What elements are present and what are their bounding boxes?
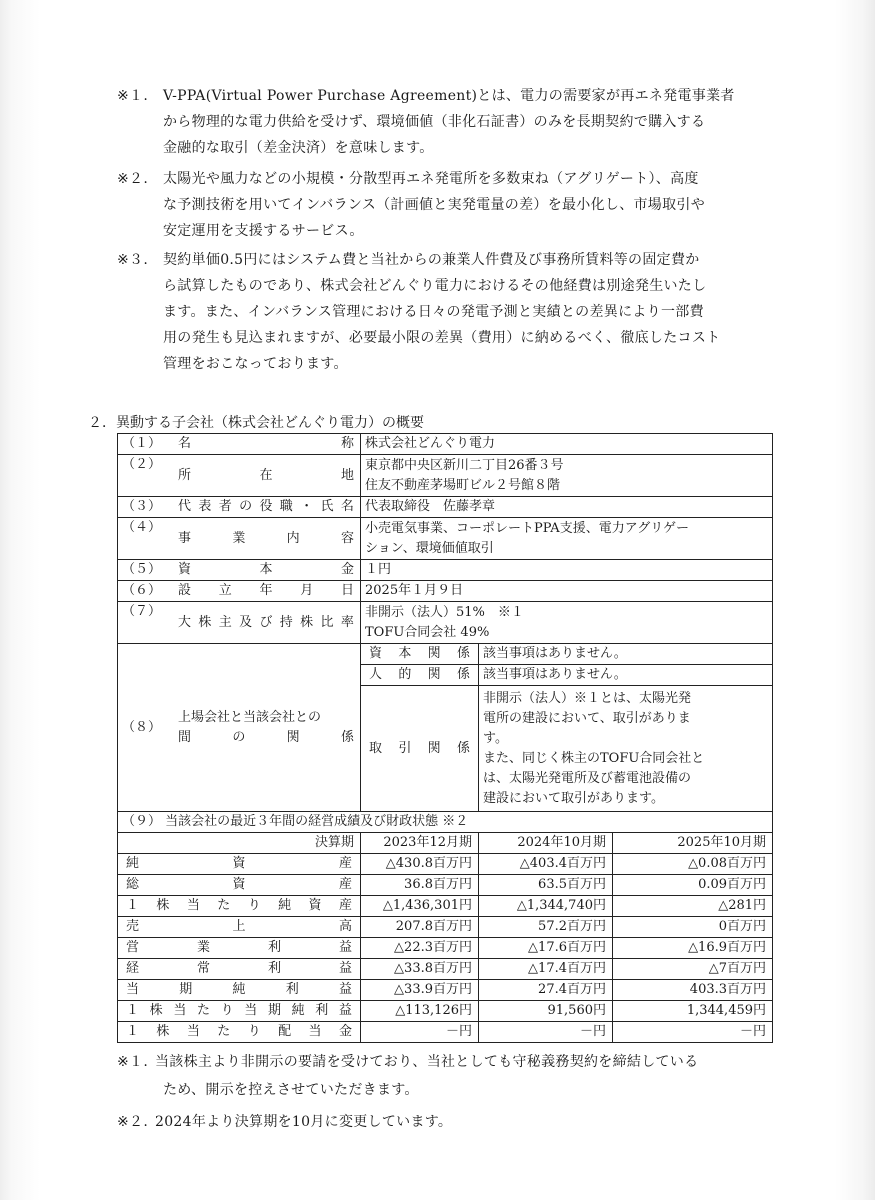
financial-row-label: 当 期 純 利 益 <box>118 980 361 1001</box>
financial-value: △7百万円 <box>613 959 773 980</box>
financial-row-label: １ 株 当 た り 純 資 産 <box>118 896 361 917</box>
company-name-value: 株式会社どんぐり電力 <box>361 434 773 455</box>
sub-label-cell: 取 引 関 係 <box>361 686 479 812</box>
financial-value: －円 <box>479 1022 613 1043</box>
label-text: 大 株 主 及 び 持 株 比 率 <box>178 614 354 630</box>
financial-value: △281円 <box>613 896 773 917</box>
label-cell: （１） 名 称 <box>118 434 361 455</box>
label-text: 代 表 者 の 役 職 ・ 氏 名 <box>178 499 354 514</box>
note-line: 管理をおこなっております。 <box>163 356 348 372</box>
financial-value: 36.8百万円 <box>361 875 479 896</box>
financial-row <box>118 854 773 875</box>
company-overview-table <box>117 433 773 1043</box>
row-financials-header <box>118 833 773 854</box>
financial-row-label: 純 資 産 <box>118 854 361 875</box>
financial-value: △17.4百万円 <box>479 959 613 980</box>
period-header: 2025年10月期 <box>613 833 773 854</box>
footnote-mark: ※１. <box>117 1054 149 1070</box>
financial-value: △1,436,301円 <box>361 896 479 917</box>
financials-title: 当該会社の最近３年間の経営成績及び財政状態 ※２ <box>165 814 469 829</box>
financial-value: △1,344,740円 <box>479 896 613 917</box>
label-cell: （７） 大 株 主 及 び 持 株 比 率 <box>118 602 361 644</box>
financial-value: △22.3百万円 <box>361 938 479 959</box>
note-line: 契約単価0.5円にはシステム費と当社からの兼業人件費及び事務所賃料等の固定費か <box>163 252 700 268</box>
business-value: 小売電気事業、コーポレートPPA支援、電力アグリゲー ション、環境価値取引 <box>361 518 773 560</box>
label-cell: （５） 資 本 金 <box>118 560 361 581</box>
footnote-line: 2024年より決算期を10月に変更しています。 <box>155 1114 453 1130</box>
address-value: 東京都中央区新川二丁目26番３号 住友不動産茅場町ビル２号館８階 <box>361 455 773 497</box>
financial-value: △17.6百万円 <box>479 938 613 959</box>
representative-value: 代表取締役 佐藤孝章 <box>361 497 773 518</box>
label-text: 間 の 関 係 <box>178 729 354 745</box>
founded-value: 2025年１月９日 <box>361 581 773 602</box>
shareholders-value: 非開示（法人）51% ※１ TOFU合同会社 49% <box>361 602 773 644</box>
financial-value: 0百万円 <box>613 917 773 938</box>
label-text: 上場会社と当該会社との <box>178 709 322 725</box>
financial-row <box>118 875 773 896</box>
financial-row-label: １ 株 当 た り 当 期 純 利 益 <box>118 1001 361 1022</box>
sub-label-cell: 人 的 関 係 <box>361 665 479 686</box>
financial-value: △16.9百万円 <box>613 938 773 959</box>
label-cell: （４） 事 業 内 容 <box>118 518 361 560</box>
note-line: ら試算したものであり、株式会社どんぐり電力におけるその他経費は別途発生いたし <box>163 278 707 294</box>
note-mark: ※３. <box>117 252 149 268</box>
note-line: 用の発生も見込まれますが、必要最小限の差異（費用）に納めるべく、徹底したコスト <box>163 330 721 346</box>
financial-row <box>118 938 773 959</box>
footnote-mark: ※２. <box>117 1114 149 1130</box>
financial-row <box>118 896 773 917</box>
financial-row <box>118 917 773 938</box>
financial-row-label: 総 資 産 <box>118 875 361 896</box>
note-line: から物理的な電力供給を受けず、環境価値（非化石証書）のみを長期契約で購入する <box>163 114 706 130</box>
row-shareholders <box>118 602 773 644</box>
note-line: な予測技術を用いてインバランス（計画値と実発電量の差）を最小化し、市場取引や <box>163 197 705 213</box>
financial-value: －円 <box>361 1022 479 1043</box>
label-cell: （２） 所 在 地 <box>118 455 361 497</box>
financial-value: △33.8百万円 <box>361 959 479 980</box>
row-founded <box>118 581 773 602</box>
period-header: 2023年12月期 <box>361 833 479 854</box>
note-line: 金融的な取引（差金決済）を意味します。 <box>163 140 434 156</box>
financial-value: 57.2百万円 <box>479 917 613 938</box>
label-text: 資 本 金 <box>178 562 354 577</box>
financial-row-label: １ 株 当 た り 配 当 金 <box>118 1022 361 1043</box>
label-cell: （８） 上場会社と当該会社との 間 の 関 係 <box>118 644 361 812</box>
row-representative <box>118 497 773 518</box>
financial-row <box>118 959 773 980</box>
financial-row <box>118 980 773 1001</box>
capital-value: １円 <box>361 560 773 581</box>
note-line: 安定運用を支援するサービス。 <box>163 223 364 239</box>
row-name <box>118 434 773 455</box>
financial-row-label: 経 常 利 益 <box>118 959 361 980</box>
footnote-line: ため、開示を控えさせていただきます。 <box>163 1082 419 1098</box>
note-line: 太陽光や風力などの小規模・分散型再エネ発電所を多数束ね（アグリゲート）、高度 <box>163 171 699 187</box>
financial-value: 91,560円 <box>479 1001 613 1022</box>
financials-title-cell: （９） 当該会社の最近３年間の経営成績及び財政状態 ※２ <box>118 812 773 833</box>
financial-value: 403.3百万円 <box>613 980 773 1001</box>
financial-row <box>118 1022 773 1043</box>
financial-value: 63.5百万円 <box>479 875 613 896</box>
note-mark: ※１. <box>117 88 149 104</box>
label-cell: （６） 設 立 年 月 日 <box>118 581 361 602</box>
financial-value: △0.08百万円 <box>613 854 773 875</box>
note-line: V-PPA(Virtual Power Purchase Agreement)とは、電力の需要家が再エネ発電事業者 <box>163 88 735 104</box>
financial-value: 0.09百万円 <box>613 875 773 896</box>
relation-capital-value: 該当事項はありません。 <box>479 644 773 665</box>
financial-row <box>118 1001 773 1022</box>
label-text: 事 業 内 容 <box>178 530 354 546</box>
label-text: 名 称 <box>178 436 354 451</box>
label-text: 設 立 年 月 日 <box>178 583 354 598</box>
period-header-label: 決算期 <box>118 833 361 854</box>
financial-value: 27.4百万円 <box>479 980 613 1001</box>
row-address <box>118 455 773 497</box>
financial-value: △33.9百万円 <box>361 980 479 1001</box>
financial-row-label: 営 業 利 益 <box>118 938 361 959</box>
label-cell: （３） 代 表 者 の 役 職 ・ 氏 名 <box>118 497 361 518</box>
section-title: ２．異動する子会社（株式会社どんぐり電力）の概要 <box>88 415 424 431</box>
financials-rows <box>118 854 773 1043</box>
row-relation-capital <box>118 644 773 665</box>
financial-value: △430.8百万円 <box>361 854 479 875</box>
row-capital <box>118 560 773 581</box>
row-financials-title <box>118 812 773 833</box>
financial-value: －円 <box>613 1022 773 1043</box>
footnote-line: 当該株主より非開示の要請を受けており、当社としても守秘義務契約を締結している <box>155 1054 699 1070</box>
note-mark: ※２. <box>117 171 149 187</box>
note-line: ます。また、インバランス管理における日々の発電予測と実績との差異により一部費 <box>163 304 704 320</box>
financial-value: 1,344,459円 <box>613 1001 773 1022</box>
label-text: 所 在 地 <box>178 467 354 483</box>
row-business <box>118 518 773 560</box>
relation-personnel-value: 該当事項はありません。 <box>479 665 773 686</box>
financial-row-label: 売 上 高 <box>118 917 361 938</box>
financial-value: 207.8百万円 <box>361 917 479 938</box>
period-header: 2024年10月期 <box>479 833 613 854</box>
sub-label-cell: 資 本 関 係 <box>361 644 479 665</box>
relation-trade-value: 非開示（法人）※１とは、太陽光発 電所の建設において、取引がありま す。 また、同じく株主のTOFU合同会社と は、太陽光発電所及び蓄電池設備の 建設において取引があります。 <box>479 686 773 812</box>
financial-value: △403.4百万円 <box>479 854 613 875</box>
financial-value: △113,126円 <box>361 1001 479 1022</box>
